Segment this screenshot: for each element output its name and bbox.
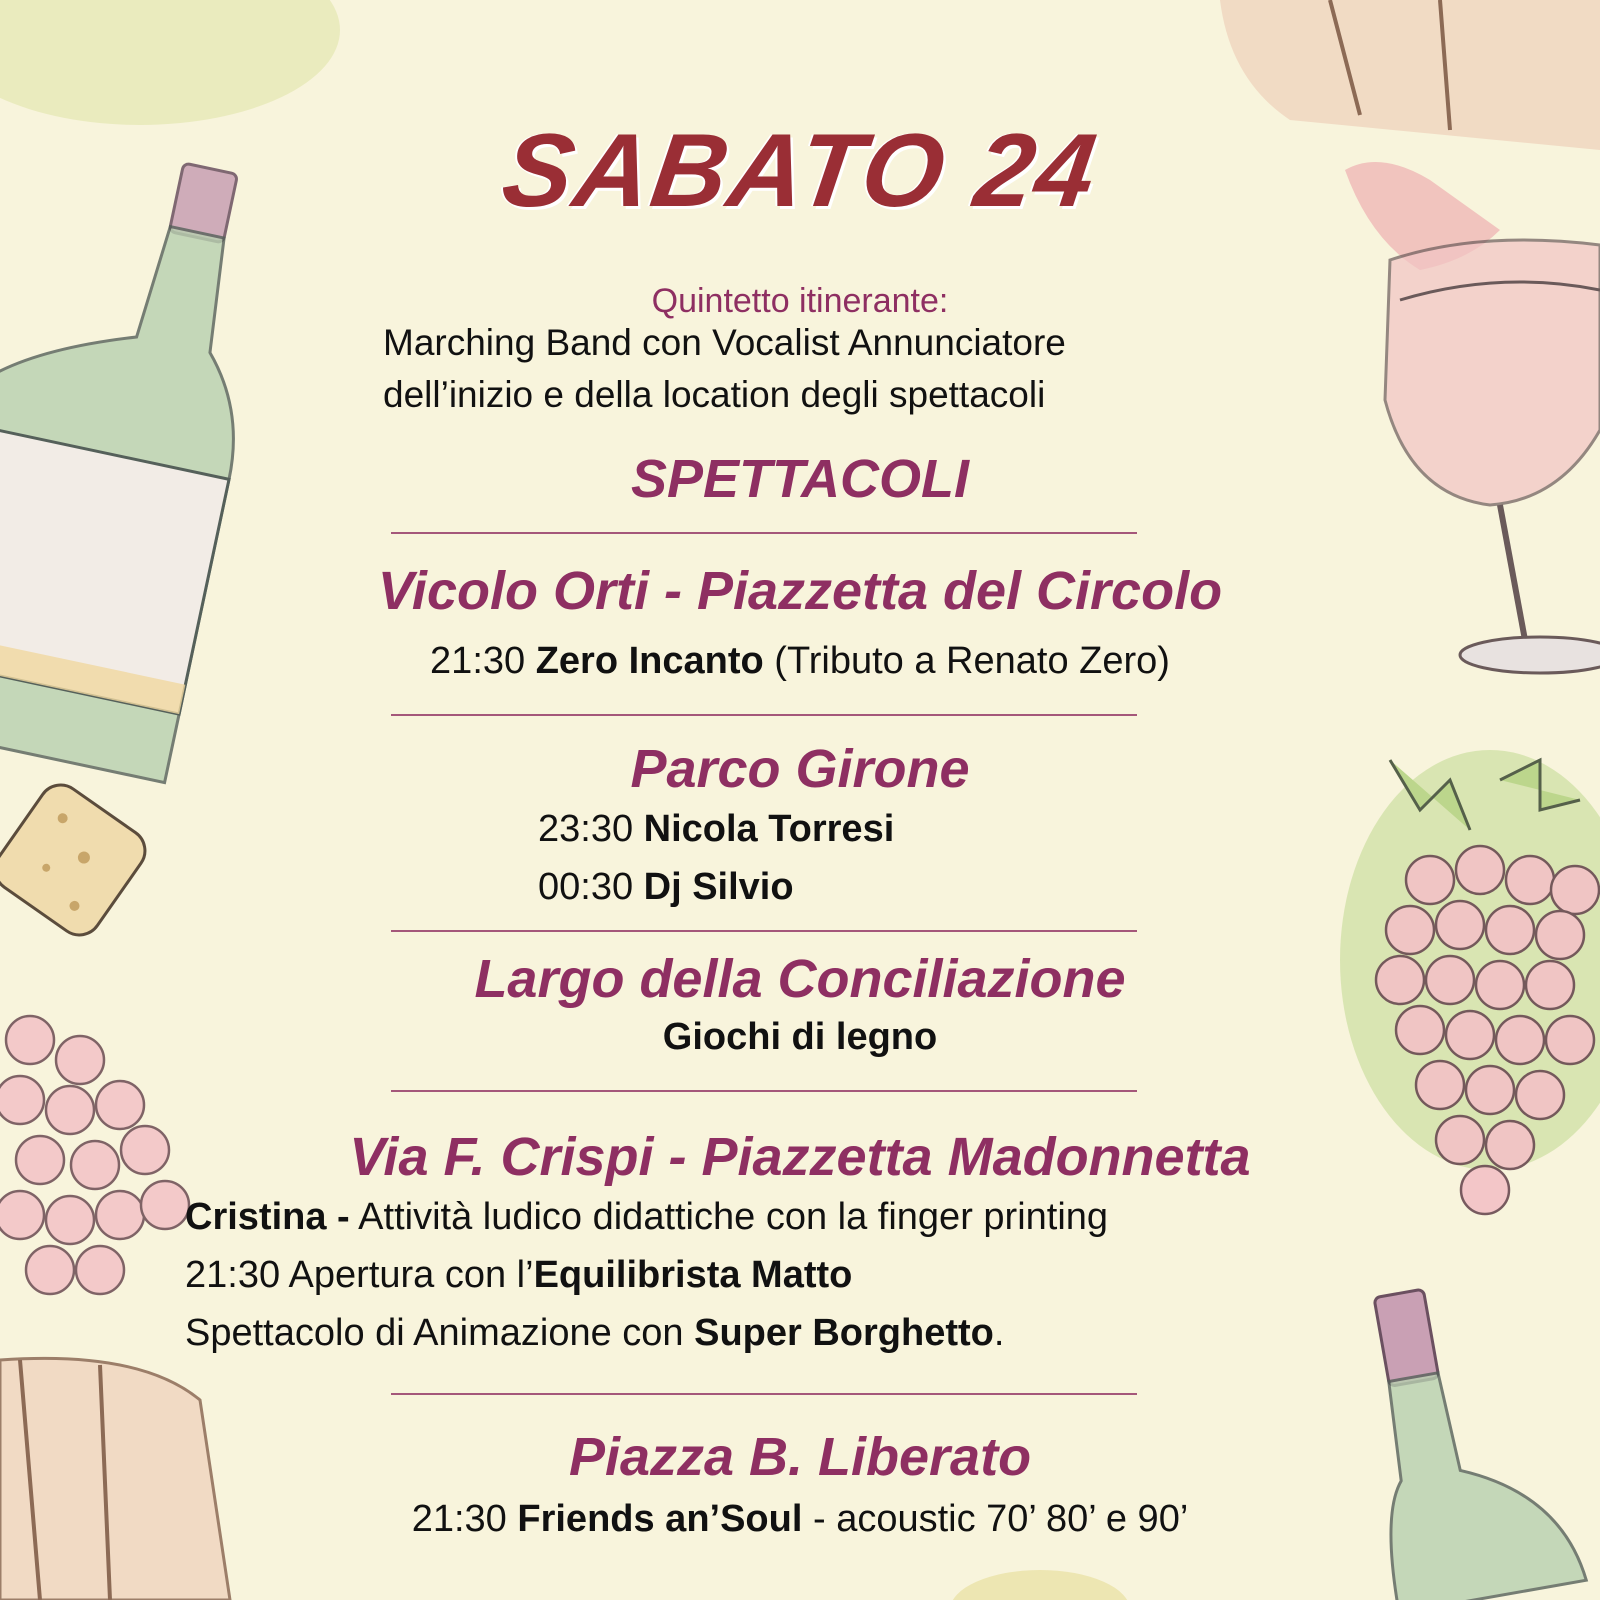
divider: [391, 1090, 1137, 1092]
intro-line-2: dell’inizio e della location degli spettacoli: [383, 374, 1046, 415]
event-pre: 21:30 Apertura con l’: [185, 1254, 534, 1296]
event-act: Dj Silvio: [643, 866, 794, 908]
event-act: Nicola Torresi: [643, 808, 895, 850]
cork-icon: [0, 776, 154, 943]
page-title: SABATO 24: [495, 113, 1105, 229]
section-heading: SPETTACOLI: [630, 449, 969, 509]
event-note: .: [993, 1312, 1005, 1354]
venue-name: Via F. Crispi - Piazzetta Madonnetta: [349, 1127, 1251, 1187]
event-line: [0, 640, 1600, 683]
event-note: (Tributo a Renato Zero): [763, 640, 1170, 682]
event-time: 00:30: [538, 866, 644, 908]
event-line: [185, 1196, 1108, 1239]
event-note: Attività ludico didattiche con la finger printing: [349, 1196, 1109, 1238]
event-time: 21:30: [411, 1498, 518, 1540]
event-note: - acoustic 70’ 80’ e 90’: [802, 1498, 1189, 1540]
venue-name: Parco Girone: [630, 739, 970, 799]
divider: [391, 1393, 1137, 1395]
event-act: Cristina -: [185, 1196, 350, 1238]
event-line: [0, 1016, 1600, 1059]
intro-label: Quintetto itinerante:: [651, 282, 949, 320]
divider: [391, 930, 1137, 932]
venue-name: Vicolo Orti - Piazzetta del Circolo: [377, 561, 1223, 621]
venue-name: Largo della Conciliazione: [474, 949, 1126, 1009]
event-line: [185, 1312, 1004, 1355]
event-time: 23:30: [538, 808, 644, 850]
event-line: [538, 866, 794, 909]
divider: [391, 532, 1137, 534]
event-act: Giochi di legno: [662, 1016, 938, 1058]
venue-name: Piazza B. Liberato: [568, 1427, 1032, 1487]
event-line: [0, 1498, 1600, 1541]
event-time: 21:30: [430, 640, 536, 682]
event-act: Friends an’Soul: [517, 1498, 803, 1540]
divider: [391, 714, 1137, 716]
event-line: [185, 1254, 852, 1297]
event-act: Equilibrista Matto: [533, 1254, 853, 1296]
event-pre: Spettacolo di Animazione con: [185, 1312, 695, 1354]
event-act: Super Borghetto: [694, 1312, 994, 1354]
intro-line-1: Marching Band con Vocalist Annunciatore: [383, 322, 1066, 363]
event-line: [538, 808, 894, 851]
event-act: Zero Incanto: [535, 640, 764, 682]
